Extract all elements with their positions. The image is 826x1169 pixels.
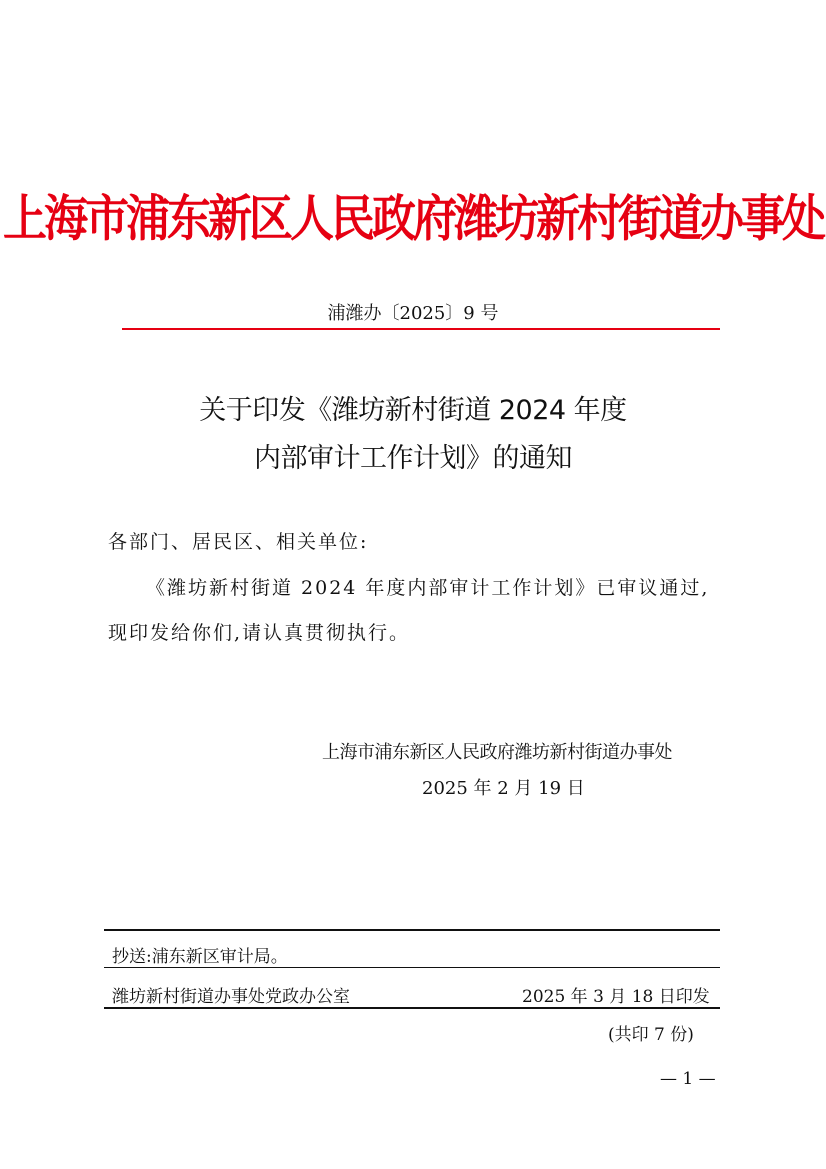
print-date: 2025 年 3 月 18 日印发 bbox=[522, 987, 710, 1007]
title-line-2: 内部审计工作计划》的通知 bbox=[254, 443, 572, 474]
printing-office: 潍坊新村街道办事处党政办公室 bbox=[112, 987, 350, 1007]
page-number: — 1 — bbox=[660, 1069, 716, 1089]
salutation: 各部门、居民区、相关单位: bbox=[108, 531, 369, 553]
signature-date: 2025 年 2 月 19 日 bbox=[422, 778, 585, 799]
body-paragraph-line-1: 《潍坊新村街道 2024 年度内部审计工作计划》已审议通过, bbox=[146, 577, 710, 599]
issuer-header: 上海市浦东新区人民政府潍坊新村街道办事处 bbox=[3, 190, 823, 248]
red-divider bbox=[122, 328, 720, 330]
footer-middle-rule bbox=[104, 967, 720, 968]
footer-top-rule bbox=[104, 929, 720, 931]
cc-line: 抄送:浦东新区审计局。 bbox=[112, 947, 288, 967]
signature-organization: 上海市浦东新区人民政府潍坊新村街道办事处 bbox=[322, 742, 672, 763]
document-number: 浦潍办〔2025〕9 号 bbox=[327, 303, 499, 324]
footer-bottom-rule bbox=[104, 1007, 720, 1009]
title-line-1: 关于印发《潍坊新村街道 2024 年度 bbox=[199, 395, 627, 426]
body-paragraph-line-2: 现印发给你们,请认真贯彻执行。 bbox=[108, 622, 411, 644]
copies-count: (共印 7 份) bbox=[608, 1025, 694, 1045]
